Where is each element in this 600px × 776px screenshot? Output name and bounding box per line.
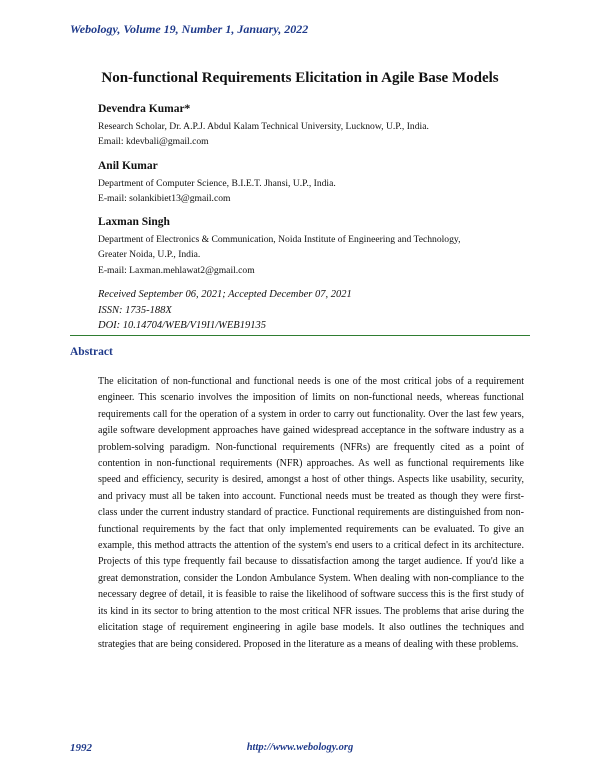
author-block-3 [98, 216, 538, 278]
abstract-heading: Abstract [70, 346, 113, 358]
section-divider [70, 335, 530, 336]
author-email: E-mail: solankibiet13@gmail.com [98, 193, 231, 205]
author-affiliation-continued: Greater Noida, U.P., India. [98, 249, 201, 261]
issn: ISSN: 1735-188X [98, 304, 172, 316]
abstract-text: The elicitation of non-functional and functional needs is one of the most critical jobs of a requirement engineer. This scenario involves the imposition of limits on non-functional needs, whereas functional requirements call for the operation of a system in order to carry out functionality. Over the last few years, agile software development approaches have gained widespread acceptance in the software industry as a problem-solving paradigm. Non-functional requirements (NFRs) are frequently cited as a point of contention in non-functional requirements (NFR) approaches. As well as functional requirements like speed and efficiency, security is desired, amongst a host of other things. Aspects like usability, security, and privacy must all be taken into account. Functional needs must be treated as though they were first-class under the current industry standard of practice. Functional requirements are distinguished from non-functional requirements by the fact that only implemented requirements can be evaluated. To give an example, this method attracts the attention of the system's end users to a critical defect in its architecture. Projects of this type frequently fail because to dissatisfaction among the target audience. If you'd like a great demonstration, consider the London Ambulance System. When dealing with non-compliance to the necessary degree of detail, it is feasible to raise the likelihood of software success this is the first study of its kind in its sector to bring attention to the most critical NFR issues. The problems that arise during the elicitation stage of requirement engineering in agile base models. It also outlines the techniques and strategies that are being considered. Proposed in the literature as a means of dealing with these problems. [98, 376, 524, 650]
author-email: E-mail: Laxman.mehlawat2@gmail.com [98, 264, 255, 276]
author-email: Email: kdevbali@gmail.com [98, 136, 209, 148]
page-number: 1992 [70, 742, 92, 754]
author-block-1 [98, 103, 538, 150]
author-name: Laxman Singh [98, 216, 170, 228]
doi: DOI: 10.14704/WEB/V19I1/WEB19135 [98, 320, 266, 331]
author-block-2 [98, 160, 538, 207]
article-meta [98, 287, 352, 334]
received-accepted-dates: Received September 06, 2021; Accepted December 07, 2021 [98, 289, 352, 300]
author-affiliation: Research Scholar, Dr. A.P.J. Abdul Kalam Technical University, Lucknow, U.P., India. [98, 121, 429, 132]
paper-title: Non-functional Requirements Elicitation in Agile Base Models [101, 70, 499, 86]
journal-url[interactable]: http://www.webology.org [246, 742, 354, 753]
author-affiliation: Department of Computer Science, B.I.E.T. Jhansi, U.P., India. [98, 178, 336, 189]
journal-header: Webology, Volume 19, Number 1, January, 2022 [70, 22, 309, 36]
author-affiliation: Department of Electronics & Communication, Noida Institute of Engineering and Technology, [98, 234, 461, 245]
author-name: Anil Kumar [98, 160, 158, 172]
author-name: Devendra Kumar* [98, 103, 191, 115]
